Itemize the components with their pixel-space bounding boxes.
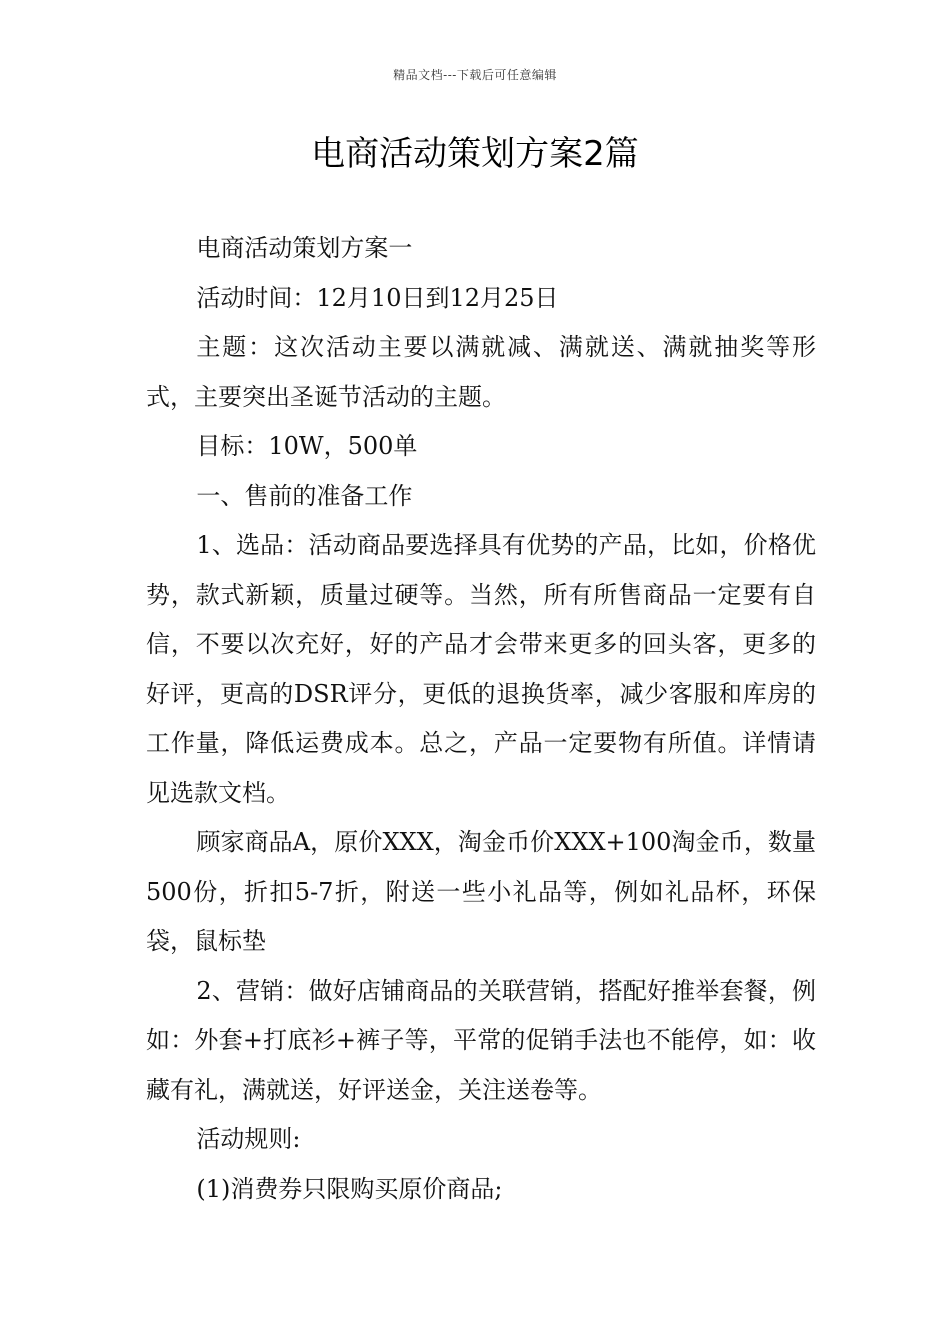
header-note: 精品文档---下载后可任意编辑 — [393, 68, 557, 82]
paragraph-plan-heading: 电商活动策划方案一 — [196, 234, 413, 262]
paragraph-marketing: 2、营销：做好店铺商品的关联营销，搭配好推举套餐，例如：外套+打底衫+裤子等，平常的促销手法也不能停，如：收藏有礼，满就送，好评送金，关注送卷等。 — [146, 976, 816, 1104]
document-title: 电商活动策划方案2篇 — [311, 134, 639, 174]
paragraph-section-presale: 一、售前的准备工作 — [196, 481, 413, 510]
paragraph-activity-time: 活动时间：12月10日到12月25日 — [196, 283, 559, 312]
paragraph-rules-heading: 活动规则: — [196, 1125, 301, 1153]
paragraph-goal: 目标：10W，500单 — [196, 432, 418, 460]
paragraph-product-a: 顾家商品A，原价XXX，淘金币价XXX+100淘金币，数量500份，折扣5-7折，附送一些小礼品等，例如礼品杯，环保袋，鼠标垫 — [146, 828, 816, 955]
paragraph-product-selection: 1、选品：活动商品要选择具有优势的产品，比如，价格优势，款式新颖，质量过硬等。当然，所有所售商品一定要有自信，不要以次充好，好的产品才会带来更多的回头客，更多的好评，更高的DSR评分，更低的退换货率，减少客服和库房的工作量，降低运费成本。总之，产品一定要物有所值。详情请见选款文档。 — [146, 531, 816, 807]
document-body — [146, 224, 816, 1214]
paragraph-theme: 主题：这次活动主要以满就减、满就送、满就抽奖等形式，主要突出圣诞节活动的主题。 — [146, 333, 816, 411]
paragraph-rule-1: (1)消费券只限购买原价商品; — [196, 1174, 503, 1203]
